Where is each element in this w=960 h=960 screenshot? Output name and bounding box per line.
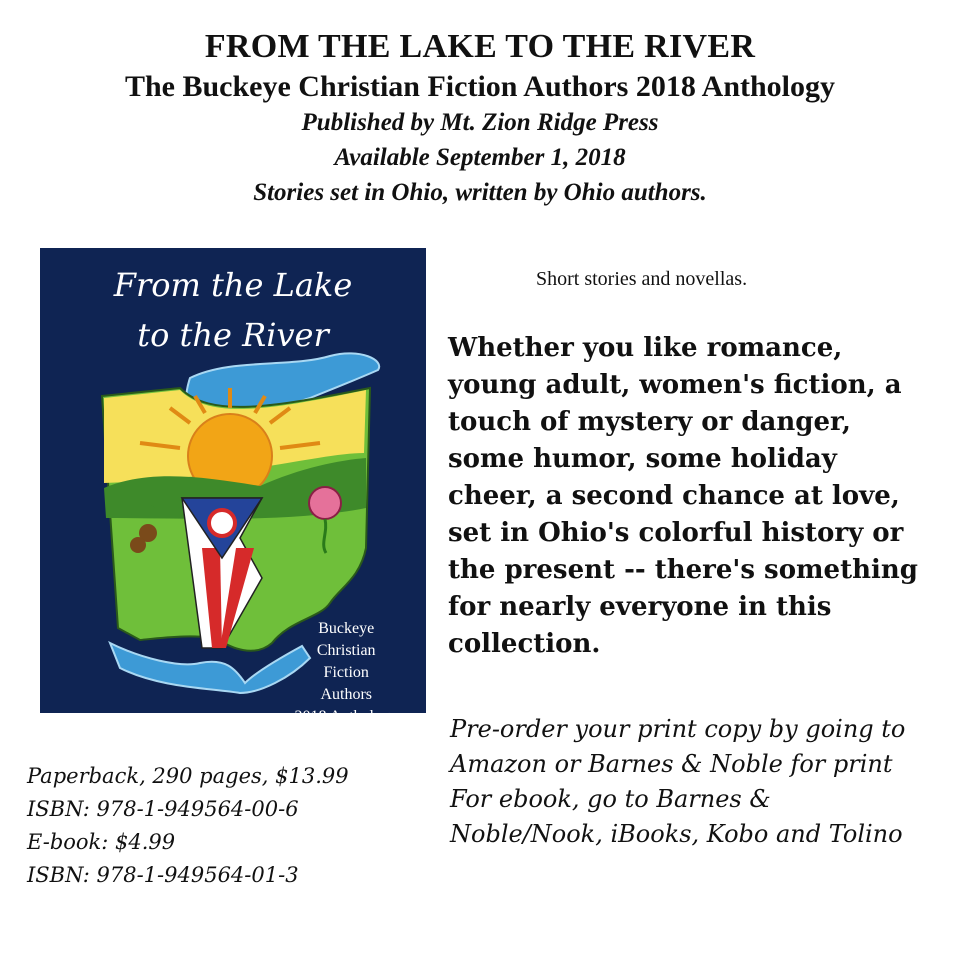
- cover-credit-line: Christian: [316, 642, 376, 659]
- paperback-price: Paperback, 290 pages, $13.99: [27, 764, 349, 788]
- tagline: Stories set in Ohio, written by Ohio authors.: [253, 179, 707, 206]
- preorder-info: [450, 712, 930, 852]
- short-note: Short stories and novellas.: [536, 268, 748, 290]
- river-shape: [110, 643, 310, 693]
- cover-credit-line: Buckeye: [318, 620, 375, 637]
- cover-credit-line: Fiction: [323, 664, 369, 681]
- cover-credit-line: Authors: [320, 686, 372, 703]
- availability-line: Available September 1, 2018: [334, 144, 626, 171]
- book-details: [27, 760, 349, 892]
- ebook-price: E-book: $4.99: [27, 830, 176, 854]
- cover-credit-line: 2018 Anthology: [294, 708, 398, 725]
- page-subtitle: The Buckeye Christian Fiction Authors 2018 Anthology: [124, 70, 836, 103]
- cover-title-line1: From the Lake: [113, 266, 353, 304]
- header: [0, 28, 960, 209]
- book-cover: [40, 248, 426, 725]
- preorder-ebook: For ebook, go to Barnes & Noble/Nook, iBooks, Kobo and Tolino: [450, 785, 903, 848]
- isbn-print: ISBN: 978-1-949564-00-6: [27, 797, 299, 821]
- cover-title: [40, 260, 426, 360]
- blurb-text: Whether you like romance, young adult, women's fiction, a touch of mystery or danger, some humor, some holiday cheer, a second chance at love, set in Ohio's colorful history or the present -- there's something for nearly everyone in this collection.: [448, 333, 918, 659]
- page-title: FROM THE LAKE TO THE RIVER: [204, 28, 756, 65]
- carnation-flower: [309, 487, 341, 519]
- cover-title-line2: to the River: [137, 316, 329, 354]
- isbn-ebook: ISBN: 978-1-949564-01-3: [27, 863, 299, 887]
- preorder-print: Pre-order your print copy by going to Amazon or Barnes & Noble for print: [450, 715, 906, 778]
- publisher-line: Published by Mt. Zion Ridge Press: [301, 109, 659, 136]
- cover-credit: [294, 618, 398, 728]
